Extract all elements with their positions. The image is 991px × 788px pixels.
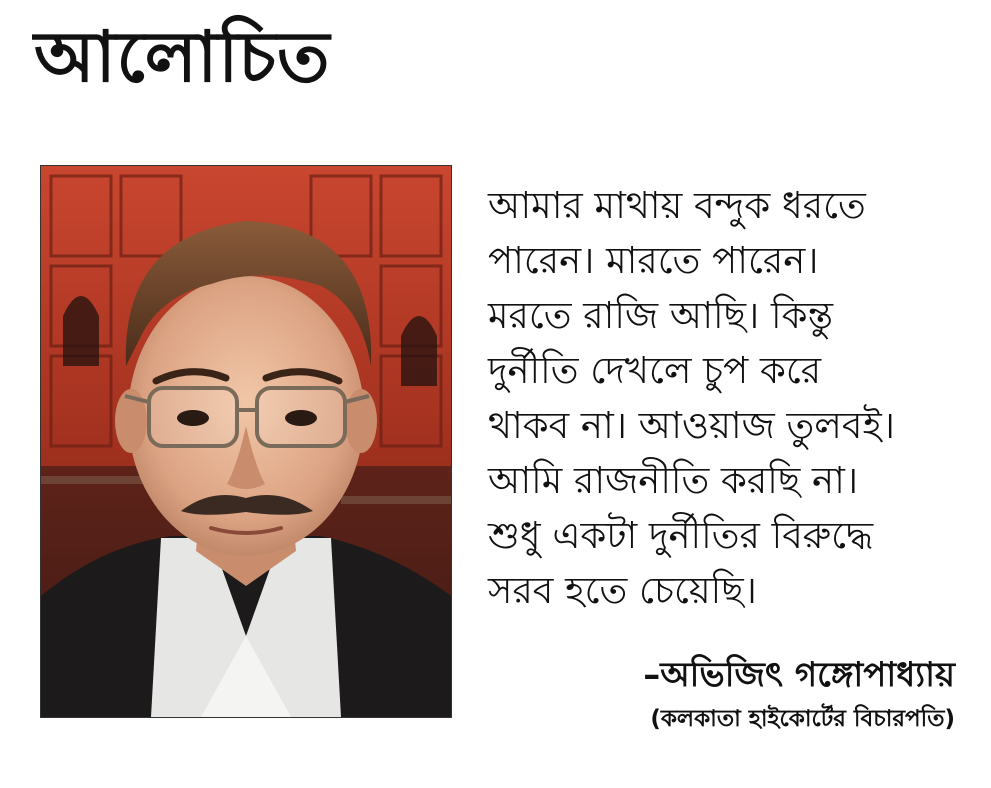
article-heading: আলোচিত bbox=[34, 16, 331, 98]
speaker-name: –অভিজিৎ গঙ্গোপাধ্যায় bbox=[643, 655, 955, 695]
attribution bbox=[643, 652, 955, 736]
quote-line: সরব হতে চেয়েছি। bbox=[488, 569, 757, 612]
portrait-photo bbox=[40, 165, 452, 718]
quote-line: থাকব না। আওয়াজ তুলবই। bbox=[488, 404, 895, 447]
quote-line: পারেন। মারতে পারেন। bbox=[488, 239, 819, 282]
speaker-role: (কলকাতা হাইকোর্টের বিচারপতি) bbox=[650, 706, 955, 732]
quote-line: আমি রাজনীতি করছি না। bbox=[488, 459, 859, 502]
quote-line: দুর্নীতি দেখলে চুপ করে bbox=[488, 349, 822, 392]
quote-text bbox=[488, 178, 968, 618]
quote-line: মরতে রাজি আছি। কিন্তু bbox=[488, 294, 833, 337]
quote-line: শুধু একটা দুর্নীতির বিরুদ্ধে bbox=[488, 514, 874, 557]
quote-line: আমার মাথায় বন্দুক ধরতে bbox=[488, 184, 866, 227]
